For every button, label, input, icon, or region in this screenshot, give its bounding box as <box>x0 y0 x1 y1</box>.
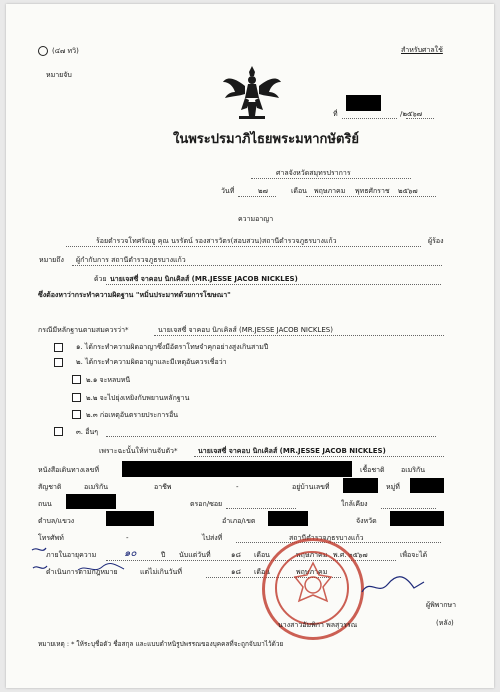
passport-label: หนังสือเดินทางเลขที่ <box>38 466 100 474</box>
count-year: ๒๕๖๗ <box>348 551 368 559</box>
nb-month-label: เดือน <box>254 568 270 576</box>
accused-name: นายเจสซี่ จาคอบ นิกเคิลส์ (MR.JESSE JACOB NICKLES) <box>110 275 298 283</box>
nationality-value: อเมริกัน <box>84 483 108 491</box>
date-year-label: พุทธศักราช <box>355 187 390 195</box>
therefore-name: นายเจสซี่ จาคอบ นิกเคิลส์ (MR.JESSE JACOB NICKLES) <box>198 447 386 455</box>
phone-value: - <box>126 534 129 542</box>
deadline-value: ๑๐ <box>124 548 137 559</box>
redacted-moo <box>410 478 444 493</box>
year-label: ปี <box>161 551 166 559</box>
race-label: เชื้อชาติ <box>360 466 385 474</box>
charge-line: ซึ่งต้องหาว่ากระทำความผิดฐาน "หมิ่นประมาทด้วยการโฆษณา" <box>38 291 231 299</box>
option-2-label: ๒. ได้กระทำความผิดอาญาและมีเหตุอันควรเชื่อว่า <box>76 358 227 366</box>
deliver-value: สถานีตำรวจภูธรบางแก้ว <box>289 534 364 542</box>
doc-no-label: ที่ <box>333 110 338 118</box>
count-month: พฤษภาคม <box>296 551 328 559</box>
house-no-label: อยู่บ้านเลขที่ <box>292 483 330 491</box>
deadline-label: ภายในอายุความ <box>46 551 97 559</box>
with-label: ด้วย <box>94 275 107 283</box>
doc-no-suffix: /๒๕๖๗ <box>400 110 422 118</box>
occupation-value: - <box>236 483 239 491</box>
seal-label: (หลัง) <box>436 619 454 627</box>
redacted-passport <box>122 461 352 477</box>
purpose-label: เพื่อจะได้ <box>400 551 428 559</box>
redacted-doc-no <box>346 95 381 111</box>
deliver-label: ไปส่งที่ <box>202 534 223 542</box>
applicant: ร้อยตำรวจโทศรัณยู คุณ นรรัตน์ รองสารวัตร(สอบสวน)สถานีตำรวจภูธรบางแก้ว <box>96 237 337 245</box>
road-label: ถนน <box>38 500 52 508</box>
judge-signature <box>358 574 428 598</box>
warrant-to: ผู้กำกับการ สถานีตำรวจภูธรบางแก้ว <box>76 256 186 264</box>
option-1-checkbox[interactable] <box>54 343 63 352</box>
warrant-to-label: หมายถึง <box>39 256 64 264</box>
not-before-label: แต่ไม่เกินวันที่ <box>140 568 182 576</box>
page-heading: ในพระปรมาภิไธยพระมหากษัตริย์ <box>173 132 359 147</box>
count-year-label: พ.ศ. <box>333 551 347 559</box>
nb-day: ๑๘ <box>231 568 241 576</box>
redacted-subdistrict <box>106 511 154 526</box>
date-year: ๒๕๖๗ <box>398 187 418 195</box>
option-2-1-label: ๒.๑ จะหลบหนี <box>86 376 131 384</box>
district-label: อำเภอ/เขต <box>222 517 256 525</box>
near-label: ใกล้เคียง <box>341 500 368 508</box>
option-1-label: ๑. ได้กระทำความผิดอาญาซึ่งมีอัตราโทษจำคุกอย่างสูงเกินสามปี <box>76 343 269 351</box>
form-type: หมายจับ <box>46 71 72 79</box>
case-label: ความอาญา <box>238 215 274 223</box>
form-circle-icon <box>38 46 48 56</box>
option-2-1-checkbox[interactable] <box>72 375 81 384</box>
count-from-label: นับแต่วันที่ <box>179 551 211 559</box>
option-3-checkbox[interactable] <box>54 427 63 436</box>
signature-scribble <box>76 562 126 574</box>
evidence-label: กรณีมีหลักฐานตามสมควรว่า* <box>38 326 129 334</box>
option-2-2-label: ๒.๒ จะไปยุ่งเหยิงกับพยานหลักฐาน <box>86 394 190 402</box>
date-month-label: เดือน <box>291 187 307 195</box>
garuda-emblem <box>221 64 283 122</box>
margin-handwriting <box>30 544 50 576</box>
date-day: ๒๗ <box>258 187 268 195</box>
redacted-district <box>268 511 308 526</box>
count-month-label: เดือน <box>254 551 270 559</box>
nb-month: พฤษภาคม <box>296 568 328 576</box>
form-number: (๔๗ ทวิ) <box>52 47 79 55</box>
occupation-label: อาชีพ <box>154 483 172 491</box>
option-2-3-label: ๒.๓ ก่อเหตุอันตรายประการอื่น <box>86 411 179 419</box>
evidence-name: นายเจสซี่ จาคอบ นิกเคิลส์ (MR.JESSE JACOB NICKLES) <box>158 326 333 334</box>
subdistrict-label: ตำบล/แขวง <box>38 517 75 525</box>
footnote: หมายเหตุ : * ให้ระบุชื่อตัว ชื่อสกุล และแบบตำหนิรูปพรรณของบุคคลที่จะถูกจับมาไว้ด้วย <box>38 640 284 648</box>
count-day: ๑๘ <box>231 551 241 559</box>
action-label: ดำเนินการตามกฎหมาย <box>46 568 118 576</box>
province-label: จังหวัด <box>356 517 377 525</box>
court-name: ศาลจังหวัดสมุทรปราการ <box>276 169 351 177</box>
redacted-province <box>390 511 444 526</box>
court-use-label: สำหรับศาลใช้ <box>401 46 443 54</box>
redacted-road <box>66 494 116 509</box>
warrant-document <box>6 4 494 688</box>
option-2-3-checkbox[interactable] <box>72 410 81 419</box>
option-3-label: ๓. อื่นๆ <box>76 428 98 436</box>
soi-label: ตรอก/ซอย <box>190 500 223 508</box>
moo-label: หมู่ที่ <box>386 483 400 491</box>
race-value: อเมริกัน <box>401 466 425 474</box>
applicant-label: ผู้ร้อง <box>428 237 444 245</box>
phone-label: โทรศัพท์ <box>38 534 64 542</box>
therefore-label: เพราะฉะนั้นให้ท่านจับตัว* <box>99 447 178 455</box>
date-month: พฤษภาคม <box>314 187 346 195</box>
judge-label: ผู้พิพากษา <box>426 601 457 609</box>
judge-name: นางสาวอัมพิกา พลสุวรรณ <box>278 621 358 629</box>
option-2-2-checkbox[interactable] <box>72 393 81 402</box>
date-day-label: วันที่ <box>221 187 235 195</box>
option-2-checkbox[interactable] <box>54 358 63 367</box>
redacted-house-no <box>343 478 378 493</box>
nationality-label: สัญชาติ <box>38 483 62 491</box>
